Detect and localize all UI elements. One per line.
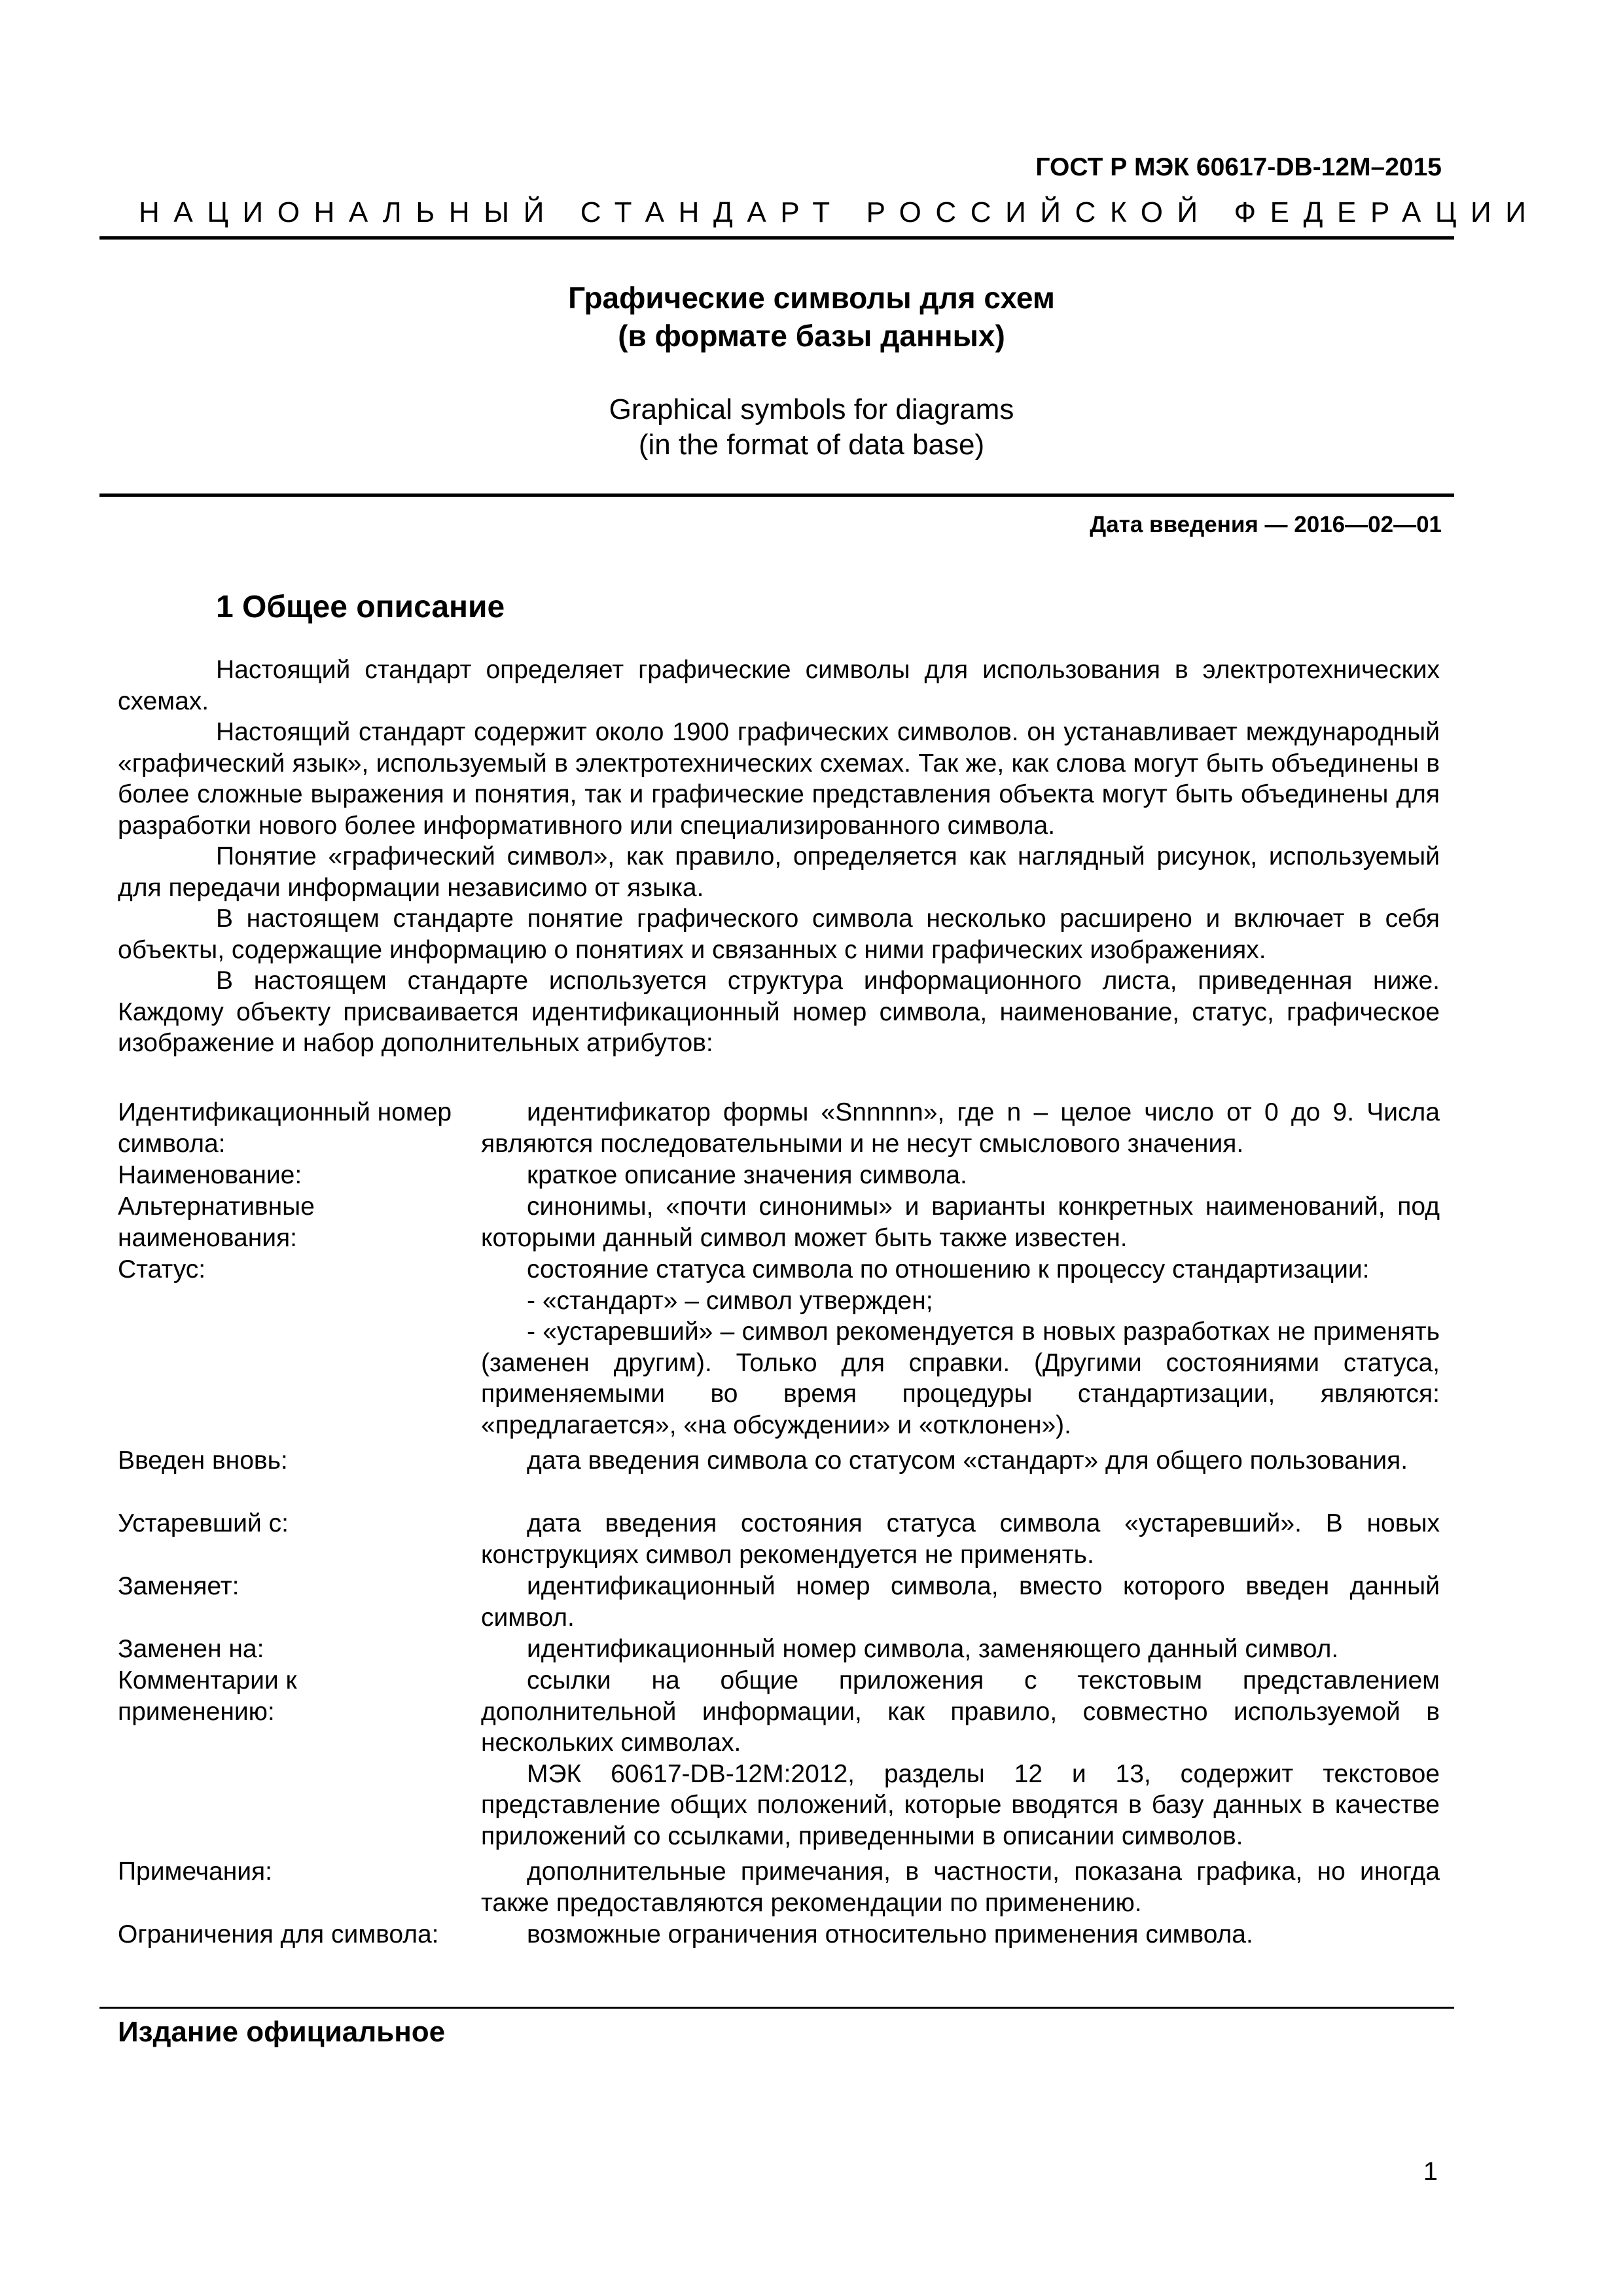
attr-label: Примечания: (118, 1857, 272, 1886)
attr-value (481, 1160, 1440, 1191)
date-of-introduction: Дата введения — 2016—02—01 (1090, 512, 1442, 537)
title-en-line1: Graphical symbols for diagrams (609, 393, 1014, 425)
attr-value-text: ссылки на общие приложения с текстовым представлением дополнительной информации, как правило, совместно используемой в нескольких символах. (481, 1666, 1440, 1757)
paragraph: В настоящем стандарте используется структура информационного листа, приведенная ниже. Каждому объекту присваивается идентификационный номер символа, наименование, статус, графическое изображение и набор дополнительных атрибутов: (118, 967, 1440, 1057)
attr-value-text: синонимы, «почти синонимы» и варианты конкретных наименований, под которыми данный символ может быть также известен. (481, 1193, 1440, 1252)
attr-value (481, 1665, 1440, 1852)
attr-label: Идентификационный номер символа: (118, 1098, 452, 1158)
attr-label: Наименование: (118, 1161, 302, 1189)
attr-value-text: возможные ограничения относительно применения символа. (527, 1920, 1253, 1948)
attr-label: Заменен на: (118, 1635, 264, 1663)
attr-value-text: краткое описание значения символа. (527, 1161, 967, 1189)
attr-value-text: идентификационный номер символа, заменяющего данный символ. (527, 1635, 1339, 1663)
national-standard-banner: НАЦИОНАЛЬНЫЙ СТАНДАРТ РОССИЙСКОЙ ФЕДЕРАЦИИ (139, 196, 1541, 228)
attr-label: Заменяет: (118, 1572, 240, 1600)
attribute-list (118, 1097, 1440, 2000)
attr-value-text: идентификационный номер символа, вместо которого введен данный символ. (481, 1572, 1440, 1632)
title-ru-line1: Графические символы для схем (568, 281, 1055, 315)
attr-value-text: идентификатор формы «Snnnnn», где n – целое число от 0 до 9. Числа являются последовательными и не несут смыслового значения. (481, 1098, 1440, 1158)
section-body (118, 655, 1440, 1059)
status-item-standard: - «стандарт» – символ утвержден; (527, 1286, 933, 1315)
document-code: ГОСТ Р МЭК 60617-DB-12M–2015 (1035, 153, 1442, 181)
attr-value-text: дополнительные примечания, в частности, показана графика, но иногда также предоставляются рекомендации по применению. (481, 1857, 1440, 1917)
paragraph: Настоящий стандарт определяет графические символы для использования в электротехнических схемах. (118, 656, 1440, 715)
attr-label: Введен вновь: (118, 1446, 288, 1475)
attr-value-text: дата введения состояния статуса символа «устаревший». В новых конструкциях символ рекомендуется не применять. (481, 1509, 1440, 1569)
attr-value (481, 1445, 1440, 1477)
footer-rule (99, 2007, 1454, 2009)
attr-value (481, 1254, 1440, 1441)
attr-label: Альтернативные наименования: (118, 1193, 315, 1252)
paragraph: Понятие «графический символ», как правило, определяется как наглядный рисунок, используемый для передачи информации независимо от языка. (118, 842, 1440, 902)
title-rule (99, 493, 1454, 497)
attr-value-text: состояние статуса символа по отношению к процессу стандартизации: (527, 1255, 1370, 1283)
attr-label: Устаревший с: (118, 1509, 289, 1537)
attr-value (481, 1508, 1440, 1570)
header-rule (99, 236, 1454, 240)
attr-value (481, 1571, 1440, 1633)
official-edition-label: Издание официальное (118, 2016, 446, 2048)
paragraph: Настоящий стандарт содержит около 1900 графических символов. он устанавливает международный «графический язык», используемый в электротехнических схемах. Так же, как слова могут быть объединены в более сложные выражения и понятия, так и графические представления объекта могут быть объединены для разработки нового более информативного или специализированного символа. (118, 718, 1440, 840)
title-en-line2: (in the format of data base) (638, 429, 985, 461)
attr-value-text: МЭК 60617-DB-12M:2012, разделы 12 и 13, содержит текстовое представление общих положений, которые вводятся в базу данных в качестве приложений со ссылками, приведенными в описании символов. (481, 1759, 1440, 1850)
attr-value (481, 1856, 1440, 1918)
page-number: 1 (1423, 2157, 1438, 2186)
attr-value (481, 1097, 1440, 1159)
section-heading: 1 Общее описание (216, 590, 505, 624)
attr-label: Ограничения для символа: (118, 1920, 439, 1948)
attr-label: Комментарии к применению: (118, 1666, 297, 1726)
paragraph: В настоящем стандарте понятие графического символа несколько расширено и включает в себя объекты, содержащие информацию о понятиях и связанных с ними графических изображениях. (118, 905, 1440, 964)
attr-label: Статус: (118, 1255, 206, 1283)
attr-value-text: дата введения символа со статусом «стандарт» для общего пользования. (527, 1446, 1408, 1475)
attr-value (481, 1191, 1440, 1253)
attr-value (481, 1634, 1440, 1665)
title-ru-line2: (в формате базы данных) (618, 319, 1005, 353)
status-item-obsolete: - «устаревший» – символ рекомендуется в новых разработках не применять (заменен другим). Только для справки. (Другими состояниями статуса, применяемыми во время процедуры стандартизации, являются: «предлагается», «на обсуждении» и «отклонен»). (481, 1318, 1440, 1439)
attr-value (481, 1919, 1440, 1950)
